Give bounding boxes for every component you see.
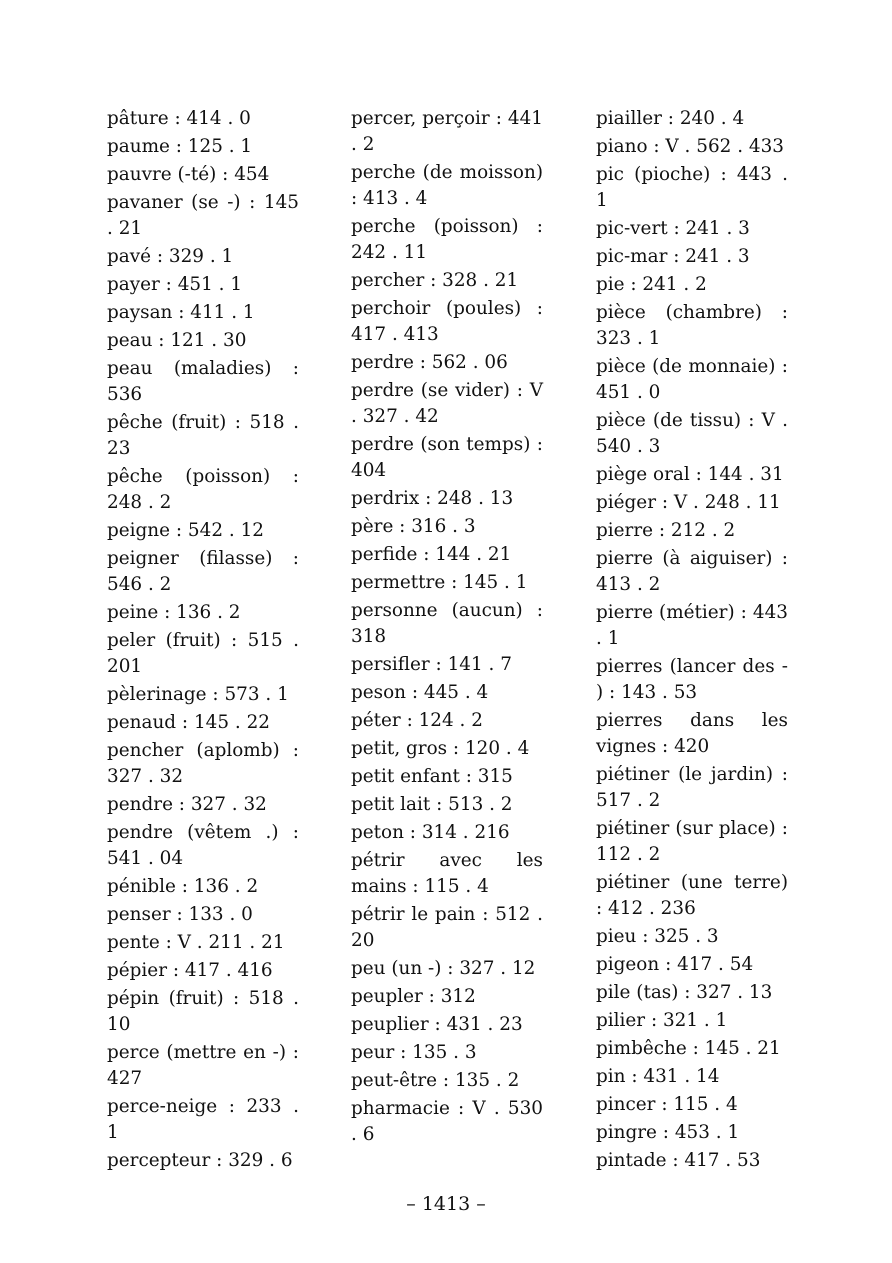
index-entry: peupler : 312 bbox=[351, 986, 476, 1007]
index-entry: penser : 133 . 0 bbox=[107, 904, 253, 925]
index-entry: pendre (vêtem .) : 541 . 04 bbox=[107, 822, 299, 869]
index-entry: permettre : 145 . 1 bbox=[351, 572, 528, 593]
index-entry: pigeon : 417 . 54 bbox=[596, 954, 754, 975]
index-entry: pente : V . 211 . 21 bbox=[107, 932, 285, 953]
index-entry: perdre (se vider) : V . 327 . 42 bbox=[351, 380, 543, 427]
index-entry: piailler : 240 . 4 bbox=[596, 108, 745, 129]
index-entry: perce-neige : 233 . 1 bbox=[107, 1096, 299, 1143]
index-entry: pétrir le pain : 512 . 20 bbox=[351, 904, 543, 951]
index-entry: piéger : V . 248 . 11 bbox=[596, 492, 781, 513]
index-entry: pierres (lancer des - ) : 143 . 53 bbox=[596, 656, 788, 703]
index-entry: pavaner (se -) : 145 . 21 bbox=[107, 192, 299, 239]
index-entry: peau : 121 . 30 bbox=[107, 330, 247, 351]
index-entry: pie : 241 . 2 bbox=[596, 274, 707, 295]
index-entry: pintade : 417 . 53 bbox=[596, 1150, 761, 1171]
index-entry: perdrix : 248 . 13 bbox=[351, 488, 514, 509]
index-entry: pimbêche : 145 . 21 bbox=[596, 1038, 781, 1059]
index-entry: pic-mar : 241 . 3 bbox=[596, 246, 750, 267]
index-entry: peson : 445 . 4 bbox=[351, 682, 489, 703]
index-entry: pêche (fruit) : 518 . 23 bbox=[107, 412, 299, 459]
index-entry: payer : 451 . 1 bbox=[107, 274, 243, 295]
index-entry: père : 316 . 3 bbox=[351, 516, 476, 537]
index-entry: pavé : 329 . 1 bbox=[107, 246, 234, 267]
index-entry: percer, perçoir : 441 . 2 bbox=[351, 108, 543, 155]
index-entry: pincer : 115 . 4 bbox=[596, 1094, 738, 1115]
index-entry: paume : 125 . 1 bbox=[107, 136, 253, 157]
index-entry: pauvre (-té) : 454 bbox=[107, 164, 270, 185]
index-entry: petit enfant : 315 bbox=[351, 766, 513, 787]
index-entry: pierres dans les vignes : 420 bbox=[596, 710, 788, 757]
index-entry: pilier : 321 . 1 bbox=[596, 1010, 728, 1031]
index-entry: perdre (son temps) : 404 bbox=[351, 434, 543, 481]
index-entry: persifler : 141 . 7 bbox=[351, 654, 512, 675]
index-entry: personne (aucun) : 318 bbox=[351, 600, 543, 647]
index-entry: peine : 136 . 2 bbox=[107, 602, 241, 623]
index-entry: pendre : 327 . 32 bbox=[107, 794, 267, 815]
index-entry: perdre : 562 . 06 bbox=[351, 352, 508, 373]
index-entry: piano : V . 562 . 433 bbox=[596, 136, 784, 157]
index-entry: percher : 328 . 21 bbox=[351, 270, 519, 291]
index-entry: pierre (à aiguiser) : 413 . 2 bbox=[596, 548, 788, 595]
index-entry: pic-vert : 241 . 3 bbox=[596, 218, 750, 239]
index-entry: pétrir avec les mains : 115 . 4 bbox=[351, 850, 543, 897]
index-entry: perfide : 144 . 21 bbox=[351, 544, 512, 565]
index-entry: petit lait : 513 . 2 bbox=[351, 794, 513, 815]
index-entry: peigne : 542 . 12 bbox=[107, 520, 264, 541]
index-entry: pâture : 414 . 0 bbox=[107, 108, 251, 129]
index-entry: peau (maladies) : 536 bbox=[107, 358, 299, 405]
index-entry: pic (pioche) : 443 . 1 bbox=[596, 164, 788, 211]
index-entry: pépin (fruit) : 518 . 10 bbox=[107, 988, 299, 1035]
index-column-1 bbox=[107, 106, 299, 1176]
index-entry: pharmacie : V . 530 . 6 bbox=[351, 1098, 543, 1145]
index-entry: pépier : 417 . 416 bbox=[107, 960, 273, 981]
index-entry: pêche (poisson) : 248 . 2 bbox=[107, 466, 299, 513]
index-entry: penaud : 145 . 22 bbox=[107, 712, 271, 733]
index-entry: piétiner (sur place) : 112 . 2 bbox=[596, 818, 788, 865]
index-entry: peler (fruit) : 515 . 201 bbox=[107, 630, 299, 677]
index-entry: peuplier : 431 . 23 bbox=[351, 1014, 523, 1035]
index-entry: pieu : 325 . 3 bbox=[596, 926, 719, 947]
index-entry: peut-être : 135 . 2 bbox=[351, 1070, 520, 1091]
index-entry: piétiner (une terre) : 412 . 236 bbox=[596, 872, 788, 919]
index-entry: perchoir (poules) : 417 . 413 bbox=[351, 298, 543, 345]
index-entry: pièce (de tissu) : V . 540 . 3 bbox=[596, 410, 788, 457]
index-entry: peton : 314 . 216 bbox=[351, 822, 510, 843]
index-entry: perce (mettre en -) : 427 bbox=[107, 1042, 299, 1089]
index-entry: piétiner (le jardin) : 517 . 2 bbox=[596, 764, 788, 811]
index-entry: pierre (métier) : 443 . 1 bbox=[596, 602, 788, 649]
index-entry: percepteur : 329 . 6 bbox=[107, 1150, 293, 1171]
index-entry: peigner (filasse) : 546 . 2 bbox=[107, 548, 299, 595]
index-entry: pénible : 136 . 2 bbox=[107, 876, 259, 897]
index-entry: pèlerinage : 573 . 1 bbox=[107, 684, 289, 705]
index-entry: piège oral : 144 . 31 bbox=[596, 464, 784, 485]
index-entry: perche (poisson) : 242 . 11 bbox=[351, 216, 543, 263]
index-entry: pierre : 212 . 2 bbox=[596, 520, 736, 541]
index-entry: pièce (de monnaie) : 451 . 0 bbox=[596, 356, 788, 403]
index-entry: petit, gros : 120 . 4 bbox=[351, 738, 530, 759]
index-entry: pile (tas) : 327 . 13 bbox=[596, 982, 773, 1003]
index-entry: pin : 431 . 14 bbox=[596, 1066, 720, 1087]
index-column-3 bbox=[596, 106, 788, 1176]
index-entry: peu (un -) : 327 . 12 bbox=[351, 958, 536, 979]
index-entry: péter : 124 . 2 bbox=[351, 710, 483, 731]
index-entry: pingre : 453 . 1 bbox=[596, 1122, 740, 1143]
index-entry: peur : 135 . 3 bbox=[351, 1042, 477, 1063]
index-entry: pièce (chambre) : 323 . 1 bbox=[596, 302, 788, 349]
index-entry: perche (de moisson) : 413 . 4 bbox=[351, 162, 543, 209]
index-entry: pencher (aplomb) : 327 . 32 bbox=[107, 740, 299, 787]
page-number: – 1413 – bbox=[406, 1193, 486, 1215]
index-entry: paysan : 411 . 1 bbox=[107, 302, 255, 323]
index-column-2 bbox=[351, 106, 543, 1150]
